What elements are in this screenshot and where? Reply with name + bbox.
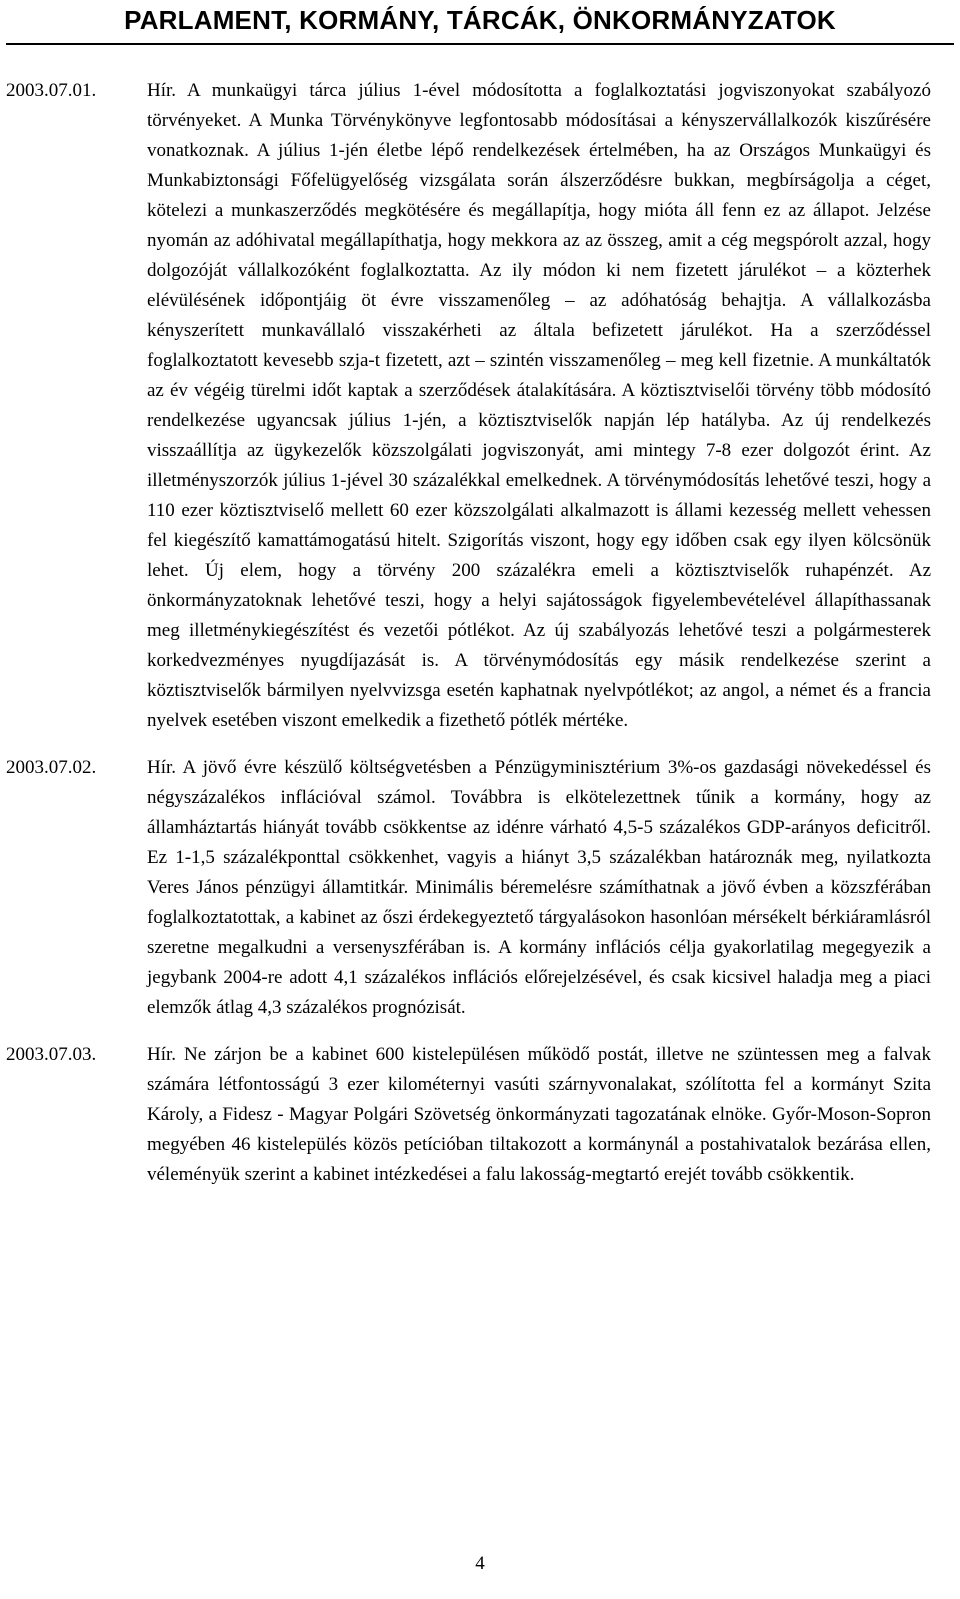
news-entry-2003-07-03 bbox=[0, 1040, 960, 1190]
entry-text: Hír. A jövő évre készülő költségvetésben a Pénzügyminisztérium 3%-os gazdasági növekedéssel és négyszázalékos inflációval számol. Továbbra is elkötelezettnek tűnik a kormány, hogy az államháztartás hiányát tovább csökkentse az idénre várható 4,5-5 százalékos GDP-arányos deficitről. Ez 1-1,5 százalékponttal csökkenhet, vagyis a hiányt 3,5 százalékban határoznák meg, nyilatkozta Veres János pénzügyi államtitkár. Minimális béremelésre számíthatnak a jövő évben a közszférában foglalkoztatottak, a kabinet az őszi érdekegyeztető tárgyalásokon hasonlóan mérsékelt bérkiáramlásról szeretne megalkudni a versenyszférában is. A kormány inflációs célja gyakorlatilag megegyezik a jegybank 2004-re adott 4,1 százalékos inflációs előrejelzésével, és csak kicsivel haladja meg a piaci elemzők átlag 4,3 százalékos prognózisát. bbox=[147, 757, 931, 1018]
entry-text: Hír. Ne zárjon be a kabinet 600 kistelepülésen működő postát, illetve ne szüntessen meg a falvak számára létfontosságú 3 ezer kilométernyi vasúti szárnyvonalakat, szólította fel a kormányt Szita Károly, a Fidesz - Magyar Polgári Szövetség önkormányzati tagozatának elnöke. Győr-Moson-Sopron megyében 46 kistelepülés közös petícióban tiltakozott a kormánynál a postahivatalok bezárása ellen, véleményük szerint a kabinet intézkedései a falu lakosság-megtartó erejét tovább csökkentik. bbox=[147, 1044, 931, 1185]
header-divider bbox=[6, 43, 954, 45]
news-entry-2003-07-02 bbox=[0, 753, 960, 1023]
page-number: 4 bbox=[475, 1553, 485, 1574]
entry-text: Hír. A munkaügyi tárca július 1-ével módosította a foglalkoztatási jogviszonyokat szabályozó törvényeket. A Munka Törvénykönyve legfontosabb módosításai a kényszervállalkozók kiszűrésére vonatkoznak. A július 1-jén életbe lépő rendelkezések értelmében, ha az Országos Munkaügyi és Munkabiztonsági Főfelügyelőség vizsgálata során álszerződésre bukkan, megbírságolja a céget, kötelezi a munkaszerződés megkötésére és megállapítja, hogy mióta áll fenn ez az állapot. Jelzése nyomán az adóhivatal megállapíthatja, hogy mekkora az az összeg, amit a cég megspórolt azzal, hogy dolgozóját vállalkozóként foglalkoztatta. Az ily módon ki nem fizetett járulékot – a közterhek elévülésének időpontjáig öt évre visszamenőleg – az adóhatóság behajtja. A vállalkozásba kényszerített munkavállaló visszakérheti az általa befizetett járulékot. Ha a szerződéssel foglalkoztatott kevesebb szja-t fizetett, azt – szintén visszamenőleg – meg kell fizetnie. A munkáltatók az év végéig türelmi időt kaptak a szerződések átalakítására. A köztisztviselői törvény több módosító rendelkezése ugyancsak július 1-jén, a köztisztviselők napján lép hatályba. Az új rendelkezés visszaállítja az ügykezelők közszolgálati jogviszonyát, ami mintegy 7-8 ezer dolgozót érint. Az illetményszorzók július 1-jével 30 százalékkal emelkednek. A törvénymódosítás lehetővé teszi, hogy a 110 ezer köztisztviselő mellett 60 ezer közszolgálati alkalmazott is állami kezesség mellett vehessen fel kiegészítő kamattámogatású hitelt. Szigorítás viszont, hogy egy időben csak egy ilyen kölcsönük lehet. Új elem, hogy a törvény 200 százalékra emeli a köztisztviselők ruhapénzét. Az önkormányzatoknak lehetővé teszi, hogy a helyi sajátosságok figyelembevételével állapíthassanak meg illetménykiegészítést és vezetői pótlékot. Az új szabályozás lehetővé teszi a polgármesterek korkedvezményes nyugdíjazását is. A törvénymódosítás egy másik rendelkezése szerint a köztisztviselők bármilyen nyelvvizsga esetén kaphatnak nyelvpótlékot; az angol, a német és a francia nyelvek esetében viszont emelkedik a fizethető pótlék mértéke. bbox=[147, 80, 931, 731]
entry-date: 2003.07.01. bbox=[6, 80, 97, 101]
page-header-title: PARLAMENT, KORMÁNY, TÁRCÁK, ÖNKORMÁNYZATOK bbox=[124, 5, 836, 35]
entry-date: 2003.07.02. bbox=[6, 757, 97, 778]
entry-date: 2003.07.03. bbox=[6, 1044, 97, 1065]
news-entries bbox=[0, 76, 960, 1207]
news-entry-2003-07-01 bbox=[0, 76, 960, 736]
